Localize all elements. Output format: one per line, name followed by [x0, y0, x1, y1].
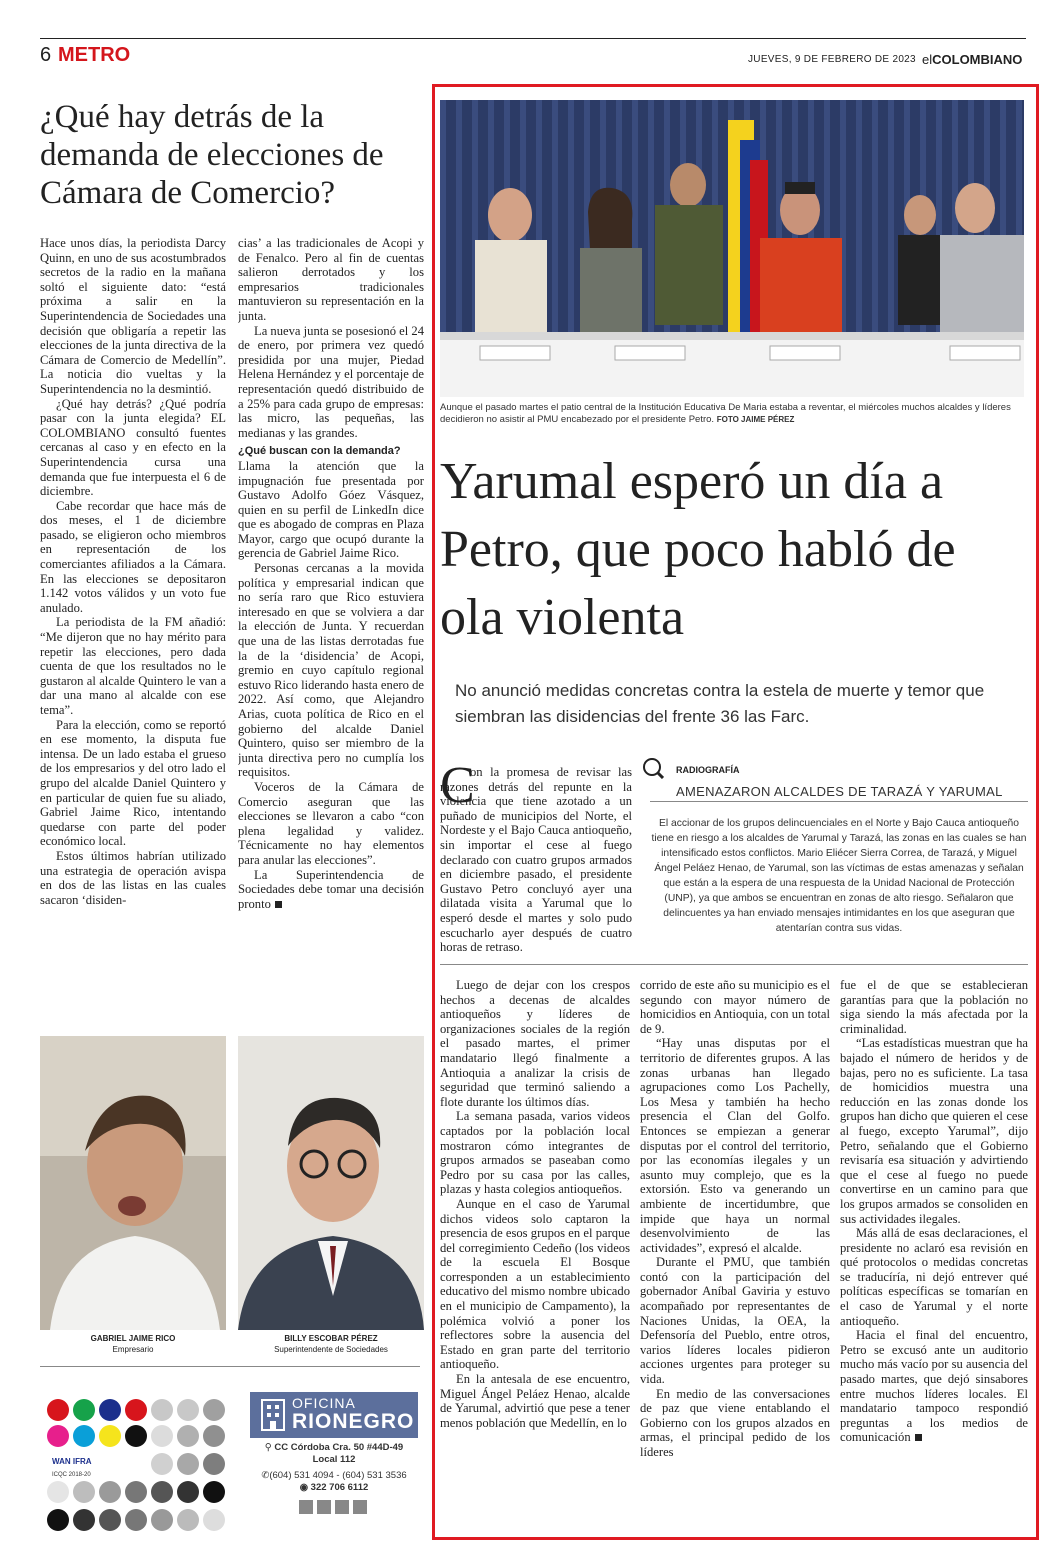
paragraph-text: La Superintendencia de Sociedades debe tomar una decisión pronto [238, 867, 424, 911]
building-icon [258, 1398, 288, 1432]
wan-ifra-mark: WAN IFRA [52, 1457, 92, 1466]
paragraph: Más allá de esas declaraciones, el presidente no aclaró esa revisión en qué protocolos o medidas concretas se traducíría, ni dejó entrever qué políticas específicas se tomarían en el caso de Yarumal y el norte antioqueño. [840, 1226, 1028, 1328]
top-rule [40, 38, 1026, 39]
ad-label-small: OFICINA [292, 1395, 356, 1411]
print-color-swatches [44, 1396, 239, 1536]
paragraph: Estos últimos habrían utilizado una estrategia de operación avispa en dos de las listas en las cuales sacaron ‘disiden- [40, 848, 226, 907]
paragraph: En medio de las conversaciones de paz que viene entablando el Gobierno con los grupos alzados en armas, el principal pedido de los líderes [640, 1386, 830, 1459]
ad-whatsapp [250, 1482, 418, 1494]
person-photo-icon [40, 1036, 226, 1330]
brand-prefix: el [922, 52, 933, 67]
ad-phones [250, 1470, 418, 1482]
ad-label-big: RIONEGRO [292, 1410, 415, 1433]
newspaper-brand [922, 52, 1022, 67]
paragraph: La semana pasada, varios videos captados por la población local mostraron cómo integrantes de grupos armados se paseaban como Pedro por su casa por las calles, plazas y hasta colegios antioqueños. [440, 1109, 630, 1197]
brand-name: COLOMBIANO [932, 52, 1023, 67]
radiografia-body: El accionar de los grupos delincuenciales en el Norte y Bajo Cauca antioqueño tiene en riesgo a los alcaldes de Yarumal y Tarazá, las zonas en las cuales se han intensificado estos conflictos. Mario Eliécer Sierra Correa, de Tarazá, y Miguel Ángel Peláez Henao, de Yarumal, son las víctimas de estas amenazas y señalan que están a la espera de una respuesta de la Unidad Nacional de Protección (UNP), ya que ambos se encuentran en zonas de alto riesgo. Señalaron que delincuentes ya han enviado mensajes intimidantes en los que aseguran que atentarían contra sus vidas. [651, 818, 1027, 934]
paragraph: Hace unos días, la periodista Darcy Quinn, en uno de sus acostumbrados secretos de la radio en la mañana soltó el siguiente dato: “está próxima a salir en la Superintendencia de Sociedades una decisión que obligaría a repetir las elecciones de la junta directiva de la Cámara de Comercio de Medellín”. La noticia dio vueltas y la Superintendencia no la desmintió. [40, 236, 226, 396]
iqc-mark: ICQC 2018-20 [52, 1472, 91, 1478]
main-article-photo [440, 100, 1024, 397]
ad-logos-icon [299, 1500, 369, 1514]
radiografia-label: RADIOGRAFÍA [676, 765, 740, 775]
paragraph: “Hay unas disputas por el territorio de diferentes grupos. A las zonas urbanas han llegado agrupaciones como Los Pachelly, Los Mesa y también ha hecho presencia el Clan del Golfo. Entonces se empiezan a generar disputas por el control del territorio, por las economías ilegales y un asunto muy complejo, que es la extorsión. Esto va generando un ambiente de incertidumbre, que impide que haya un normal desenvolvimiento de las actividades”, expresó el alcalde. [640, 1036, 830, 1255]
photo-caption-name: BILLY ESCOBAR PÉREZ [284, 1334, 378, 1343]
radiografia-title: AMENAZARON ALCALDES DE TARAZÁ Y YARUMAL [676, 784, 1003, 799]
whatsapp-icon: ◉ [299, 1482, 311, 1493]
paragraph: corrido de este año su municipio es el segundo con mayor número de homicidios en Antioquia, con un total de 9. [640, 978, 830, 1036]
dropcap: C [440, 757, 475, 814]
paragraph-text: Hacia el final del encuentro, Petro se excusó ante un auditorio mucho más vacío por su ausencia del pasado martes, que dejó sinsabores entre muchos líderes locales. El mandatario tampoco respondió preguntas a los medios de comunicación [840, 1328, 1028, 1445]
paragraph [238, 868, 424, 912]
ad-whatsapp-text: 322 706 6112 [310, 1482, 369, 1493]
paragraph: Para la elección, como se reportó en ese momento, la disputa fue intensa. De un lado estaba el grueso de los empresarios y del otro lado el grupo del alcalde Daniel Quintero y en particular de quien fue su aliado, Gabriel Jaime Rico, intentando quedarse con parte del poder económico local. [40, 717, 226, 849]
left-article-headline: ¿Qué hay detrás de la demanda de elecciones de Cámara de Comercio? [40, 99, 384, 211]
page-number: 6 [40, 44, 52, 66]
section-name: METRO [58, 44, 131, 66]
paragraph: Durante el PMU, que también contó con la participación del gobernador Aníbal Gaviria y estuvo acompañado por representantes de Naciones Unidas, la OEA, la Defensoría del Pueblo, entre otros, varios líderes locales pidieron acciones urgentes para proteger su vida. [640, 1255, 830, 1387]
paragraph: Aunque en el caso de Yarumal dichos videos solo captaron la presencia de esos grupos en el parque del corregimiento Cedeño (los videos de la escuela El Bosque corresponden a un establecimiento educativo del mismo nombre ubicado en el municipio de Campamento), la polémica volvió a poner los reflectores sobre la ausencia del Estado en gran parte del territorio antioqueño. [440, 1196, 630, 1372]
lead-text-body: on la promesa de revisar las razones detrás del repunte en la violencia que tiene azotado a un puñado de municipios del Norte, el Nordeste y el Bajo Cauca antioqueño, sin importar el cese al fuego declarado con cuatro grupos armados en diciembre pasado, el presidente Gustavo Petro concluyó ayer una dilatada visita a Yarumal que lo esperó desde el martes y solo pudo escucharlo ayer después de cuatro horas de retraso. [440, 765, 632, 955]
magnifier-icon [642, 757, 664, 779]
phone-icon: ✆ [261, 1470, 270, 1481]
photo-billy-escobar-perez [238, 1036, 424, 1330]
left-article-subhead: ¿Qué buscan con la demanda? [238, 445, 401, 458]
person-photo-icon [238, 1036, 424, 1330]
main-article-column-1 [440, 978, 630, 1538]
location-pin-icon: ⚲ [264, 1442, 275, 1453]
divider [440, 964, 1028, 965]
paragraph: ¿Qué hay detrás? ¿Qué podría pasar con la junta elegida? EL COLOMBIANO consultó fuentes cercanas al caso y en efecto en la Superintendencia cursa una demanda que fue interpuesta el 6 de diciembre. [40, 396, 226, 499]
photo-caption-role: Superintendente de Sociedades [274, 1345, 388, 1354]
photo-credit: FOTO JAIME PÉREZ [716, 415, 795, 424]
lead-text [440, 765, 632, 955]
rionegro-office-ad [250, 1392, 418, 1540]
paragraph: cias’ a las tradicionales de Acopi y de Fenalco. Pero al fin de cuentas salieron derrotados y los empresarios tradicionales mantuvieron su representación en la junta. [238, 236, 424, 323]
paragraph: La periodista de la FM añadió: “Me dijeron que no hay mérito para repetir las elecciones, pero dada cuenta de que los resultados no le gustaron al alcalde Quintero le van a dar una mano al alcalde con ese tema”. [40, 615, 226, 717]
ad-local: Local 112 [312, 1454, 356, 1465]
end-mark-icon [915, 1434, 922, 1441]
caption-text: Aunque el pasado martes el patio central de la Institución Educativa De Maria estaba a reventar, el miércoles muchos alcaldes y líderes decidieron no asistir al PMU encabezado por el presidente Petro. [440, 402, 1011, 425]
photo-gabriel-jaime-rico [40, 1036, 226, 1330]
photo-caption-name: GABRIEL JAIME RICO [90, 1334, 176, 1343]
main-article-column-3 [840, 978, 1028, 1538]
divider [650, 801, 1028, 802]
paragraph: La nueva junta se posesionó el 24 de enero, por primera vez quedó presidida por una mujer, Piedad Helena Hernández y el porcentaje de representación quedó distribuido de a 25% para cada grupo de empresas: las micro, las pequeñas, las medianas y las grandes. [238, 323, 424, 440]
main-headline: Yarumal esperó un día a Petro, que poco habló de ola violenta [440, 453, 956, 646]
paragraph: Cabe recordar que hace más de dos meses, el 1 de diciembre pasado, se eligieron ocho miembros en representación de los comerciantes afiliados a la Cámara. En las elecciones se depositaron 1.142 votos válidos y un voto fue anulado. [40, 498, 226, 615]
main-subhead: No anunció medidas concretas contra la estela de muerte y temor que siembran las disidencias del frente 36 las Farc. [455, 681, 985, 726]
paragraph: Luego de dejar con los crespos hechos a decenas de alcaldes antioqueños y líderes de organizaciones sociales de la región el pasado martes, el primer mandatario llegó finalmente a Antioquia a analizar la crisis de seguridad que terminó saliendo a flote durante los últimos días. [440, 978, 630, 1109]
main-article-column-2 [640, 978, 830, 1538]
paragraph: Voceros de la Cámara de Comercio aseguran que las elecciones se llevaron a cabo “con plena legalidad y validez. Técnicamente no hay elementos para anular las elecciones”. [238, 779, 424, 867]
ad-address-text: CC Córdoba Cra. 50 #44D-49 [274, 1442, 404, 1453]
main-lead-paragraph [440, 765, 632, 965]
ad-address [250, 1442, 418, 1454]
issue-date: JUEVES, 9 DE FEBRERO DE 2023 [748, 54, 916, 65]
paragraph [840, 1328, 1028, 1445]
main-photo-caption [440, 402, 1024, 426]
paragraph: Llama la atención que la impugnación fue presentada por Gustavo Adolfo Góez Vásquez, quien en su perfil de LinkedIn dice que es abogado de compras en Plaza Mayor, cargo que ocupó durante la gerencia de Gabriel Jaime Rico. [238, 458, 424, 561]
left-article-column-1 [40, 236, 226, 1010]
left-article-column-2 [238, 236, 424, 1010]
divider [40, 1366, 420, 1367]
color-swatches-icon [44, 1396, 239, 1536]
end-mark-icon [275, 901, 282, 908]
ad-banner [250, 1392, 418, 1438]
paragraph: Personas cercanas a la movida política y empresarial indican que no sería raro que Rico estuviera interesado en que se volviera a dar la elección de Junta. Y recuerdan que una de las listas derrotadas fue la de la ‘disidencia’ de Acopi, gremio en cuyo capítulo regional estuvo Rico liderando hasta enero de 2022. Así como, que Alejandro Arias, cuota política de Rico en el gobierno del alcalde Daniel Quintero, quiso ser miembro de la junta directiva pero no cumplía los requisitos. [238, 561, 424, 780]
meeting-photo-icon [440, 100, 1024, 397]
photo-caption-role: Empresario [112, 1345, 154, 1354]
ad-phones-text: (604) 531 4094 - (604) 531 3536 [269, 1470, 407, 1481]
paragraph: “Las estadísticas muestran que ha bajado el número de heridos y de bajas, pero no es suficiente. La tasa de homicidios muestra una reducción en las zonas donde los grupos han dicho que quieren el cese al fuego, excepto Yarumal”, dijo Petro, señalando que el Gobierno revisaría esa situación y advirtiendo que el cese al fuego no puede convertirse en un camino para que los grupos armados se consoliden en sus actividades ilegales. [840, 1036, 1028, 1226]
paragraph: fue el de que se establecieran garantías para que la población no siga siendo la más afectada por la criminalidad. [840, 978, 1028, 1036]
paragraph: En la antesala de ese encuentro, Miguel Ángel Peláez Henao, alcalde de Yarumal, advirtió que pese a tener menos población que Medellín, en lo [440, 1372, 630, 1430]
